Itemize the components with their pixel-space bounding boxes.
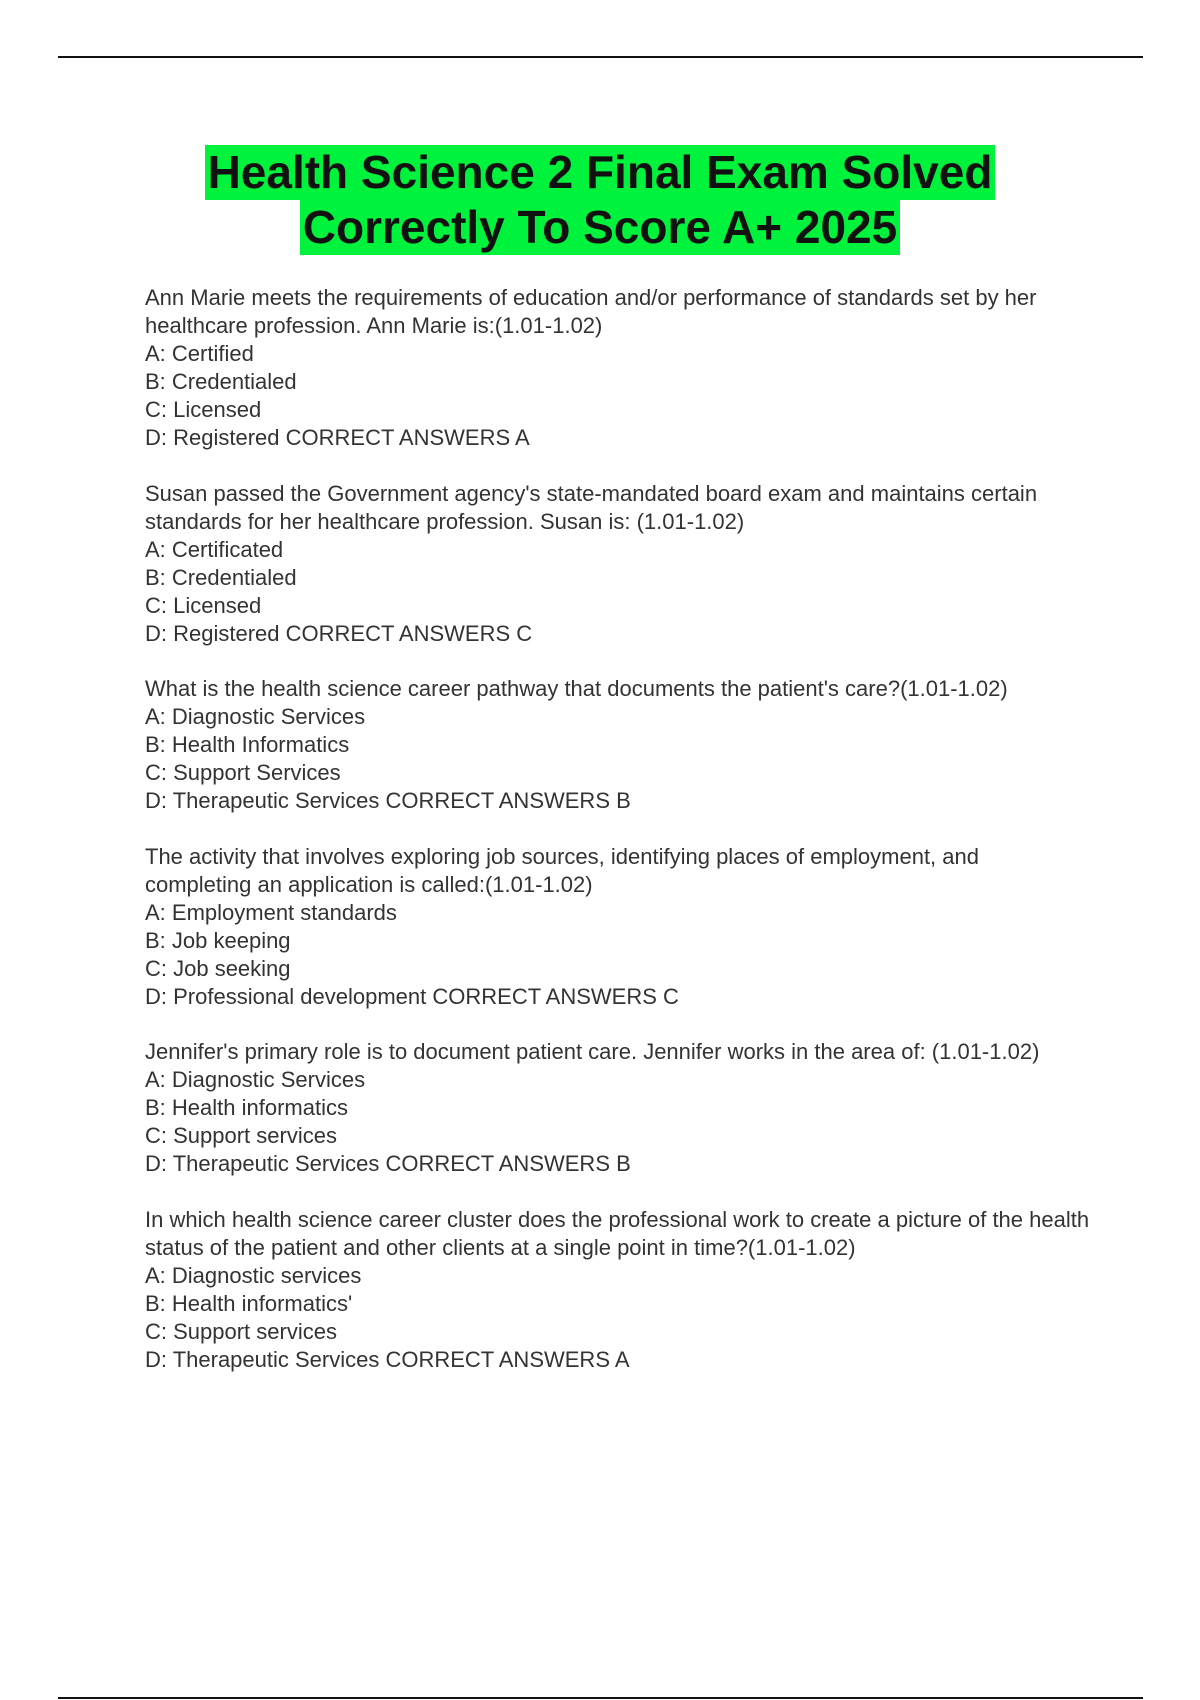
- option-b: B: Credentialed: [145, 369, 297, 394]
- option-c: C: Licensed: [145, 397, 262, 422]
- title-line-1: Health Science 2 Final Exam Solved: [205, 145, 996, 200]
- option-d-with-answer: D: Therapeutic Services CORRECT ANSWERS B: [145, 788, 631, 813]
- question-2: [145, 480, 1090, 648]
- option-d-with-answer: D: Registered CORRECT ANSWERS C: [145, 620, 533, 646]
- option-d-with-answer: D: Therapeutic Services CORRECT ANSWERS A: [145, 1346, 630, 1372]
- option-a: A: Diagnostic services: [145, 1262, 362, 1288]
- option-b: B: Health informatics: [145, 1095, 348, 1120]
- question-text: The activity that involves exploring job sources, identifying places of employment, and completing an application is called:(1.01-1.02): [145, 843, 979, 897]
- question-text: In which health science career cluster does the professional work to create a picture of the health status of the patient and other clients at a single point in time?(1.01-1.02): [145, 1206, 1090, 1260]
- option-a: A: Certified: [145, 341, 254, 366]
- question-3: [145, 675, 1090, 815]
- question-6: [145, 1206, 1090, 1374]
- question-text: What is the health science career pathway that documents the patient's care?(1.01-1.02): [145, 676, 1008, 701]
- option-c: C: Support services: [145, 1318, 337, 1344]
- option-b: B: Credentialed: [145, 564, 297, 590]
- option-b: B: Health Informatics: [145, 732, 350, 757]
- question-list: [145, 284, 1090, 1401]
- title-line-2: Correctly To Score A+ 2025: [300, 200, 900, 255]
- document-title: [0, 145, 1200, 255]
- option-c: C: Support services: [145, 1123, 337, 1148]
- question-text: Jennifer's primary role is to document patient care. Jennifer works in the area of: (1.01-1.02): [145, 1039, 1040, 1064]
- option-b: B: Job keeping: [145, 927, 291, 953]
- question-1: [145, 284, 1090, 452]
- footer-rule: [58, 1697, 1143, 1699]
- option-a: A: Diagnostic Services: [145, 1067, 366, 1092]
- question-5: [145, 1038, 1090, 1178]
- option-d-with-answer: D: Therapeutic Services CORRECT ANSWERS B: [145, 1151, 631, 1176]
- question-4: [145, 843, 1090, 1011]
- option-c: C: Licensed: [145, 592, 262, 618]
- option-a: A: Diagnostic Services: [145, 704, 366, 729]
- option-d-with-answer: D: Professional development CORRECT ANSWERS C: [145, 983, 679, 1009]
- option-c: C: Job seeking: [145, 955, 291, 981]
- option-a: A: Certificated: [145, 536, 284, 562]
- option-d-with-answer: D: Registered CORRECT ANSWERS A: [145, 425, 530, 450]
- option-c: C: Support Services: [145, 760, 341, 785]
- option-a: A: Employment standards: [145, 899, 397, 925]
- question-text: Susan passed the Government agency's state-mandated board exam and maintains certain standards for her healthcare profession. Susan is: (1.01-1.02): [145, 480, 1038, 534]
- header-rule: [58, 56, 1143, 58]
- option-b: B: Health informatics': [145, 1290, 353, 1316]
- question-text: Ann Marie meets the requirements of education and/or performance of standards set by her healthcare profession. Ann Marie is:(1.01-1.02): [145, 285, 1037, 338]
